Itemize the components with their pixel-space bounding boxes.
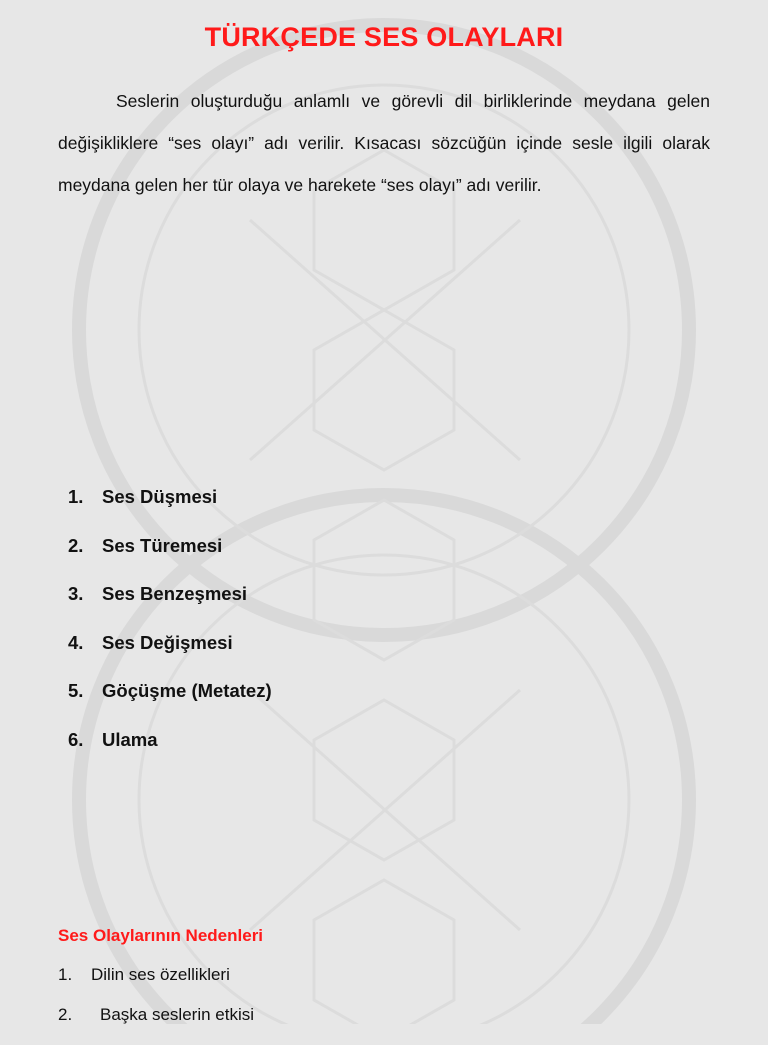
- list-label: Ulama: [102, 728, 158, 750]
- list-number: 4.: [68, 631, 84, 653]
- causes-list: [58, 965, 254, 1045]
- list-number: 1.: [58, 965, 73, 984]
- list-item: [68, 729, 272, 778]
- list-number: 5.: [68, 680, 84, 702]
- list-label: Ses Değişmesi: [102, 631, 233, 653]
- list-label: Başka seslerin etkisi: [100, 1005, 255, 1024]
- list-item: [68, 583, 272, 632]
- list-label: Ses Düşmesi: [102, 486, 218, 507]
- list-item: [68, 535, 272, 584]
- list-label: Dilin ses özellikleri: [91, 965, 230, 984]
- causes-heading: Ses Olaylarının Nedenleri: [58, 926, 264, 945]
- list-item: [68, 632, 272, 681]
- list-label: Ses Benzeşmesi: [102, 583, 248, 605]
- page-title: TÜRKÇEDE SES OLAYLARI: [204, 22, 564, 52]
- list-number: 1.: [68, 486, 84, 507]
- sound-events-list: [68, 486, 272, 778]
- list-item: [58, 965, 254, 1005]
- list-number: 2.: [58, 1005, 73, 1024]
- list-label: Ses Türemesi: [102, 534, 223, 556]
- list-item: [58, 1005, 254, 1045]
- list-number: 6.: [68, 728, 84, 750]
- list-item: [68, 486, 272, 535]
- list-number: 3.: [68, 583, 84, 605]
- list-label: Göçüşme (Metatez): [102, 680, 272, 702]
- list-number: 2.: [68, 534, 84, 556]
- list-item: [68, 680, 272, 729]
- intro-paragraph: Seslerin oluşturduğu anlamlı ve görevli dil birliklerinde meydana gelen değişikliklere “ses olayı” adı verilir. Kısacası sözcüğün içinde sesle ilgili olarak meydana gelen her tür olaya ve harekete “ses olayı” adı verilir.: [58, 91, 710, 195]
